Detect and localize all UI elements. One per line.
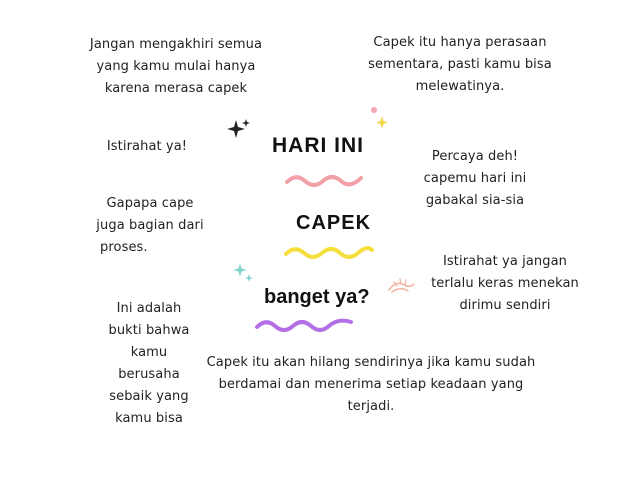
squiggle-purple — [255, 316, 355, 334]
note-istirahat-jangan: Istirahat ya jangan terlalu keras menekan dirimu sendiri — [431, 254, 579, 313]
sparkle-yellow-icon — [368, 104, 394, 134]
sparkle-dark-icon — [226, 118, 250, 142]
note-jangan-mengakhiri: Jangan mengakhiri semua yang kamu mulai hanya karena merasa capek — [89, 37, 263, 96]
note-percaya-deh: Percaya deh! capemu hari ini gabakal sia-sia — [423, 149, 527, 208]
note-istirahat: Istirahat ya! — [106, 139, 188, 154]
title-banget-ya: banget ya? — [264, 286, 370, 308]
squiggle-pink — [285, 172, 365, 188]
title-hari-ini: HARI INI — [272, 134, 364, 157]
title-capek: CAPEK — [296, 212, 372, 234]
squiggle-yellow — [284, 244, 374, 260]
sparkle-teal-icon — [232, 262, 254, 284]
note-capek-perasaan: Capek itu hanya perasaan sementara, pasti kamu bisa melewatinya. — [368, 35, 552, 94]
note-bukti-berusaha: Ini adalah bukti bahwa kamu berusaha sebaik yang kamu bisa — [108, 301, 190, 426]
hand-doodle-icon — [386, 276, 416, 298]
note-capek-hilang: Capek itu akan hilang sendirinya jika kamu sudah berdamai dan menerima setiap keadaan yang terjadi. — [206, 355, 536, 414]
note-gapapa-cape: Gapapa cape juga bagian dari proses. — [96, 196, 204, 255]
